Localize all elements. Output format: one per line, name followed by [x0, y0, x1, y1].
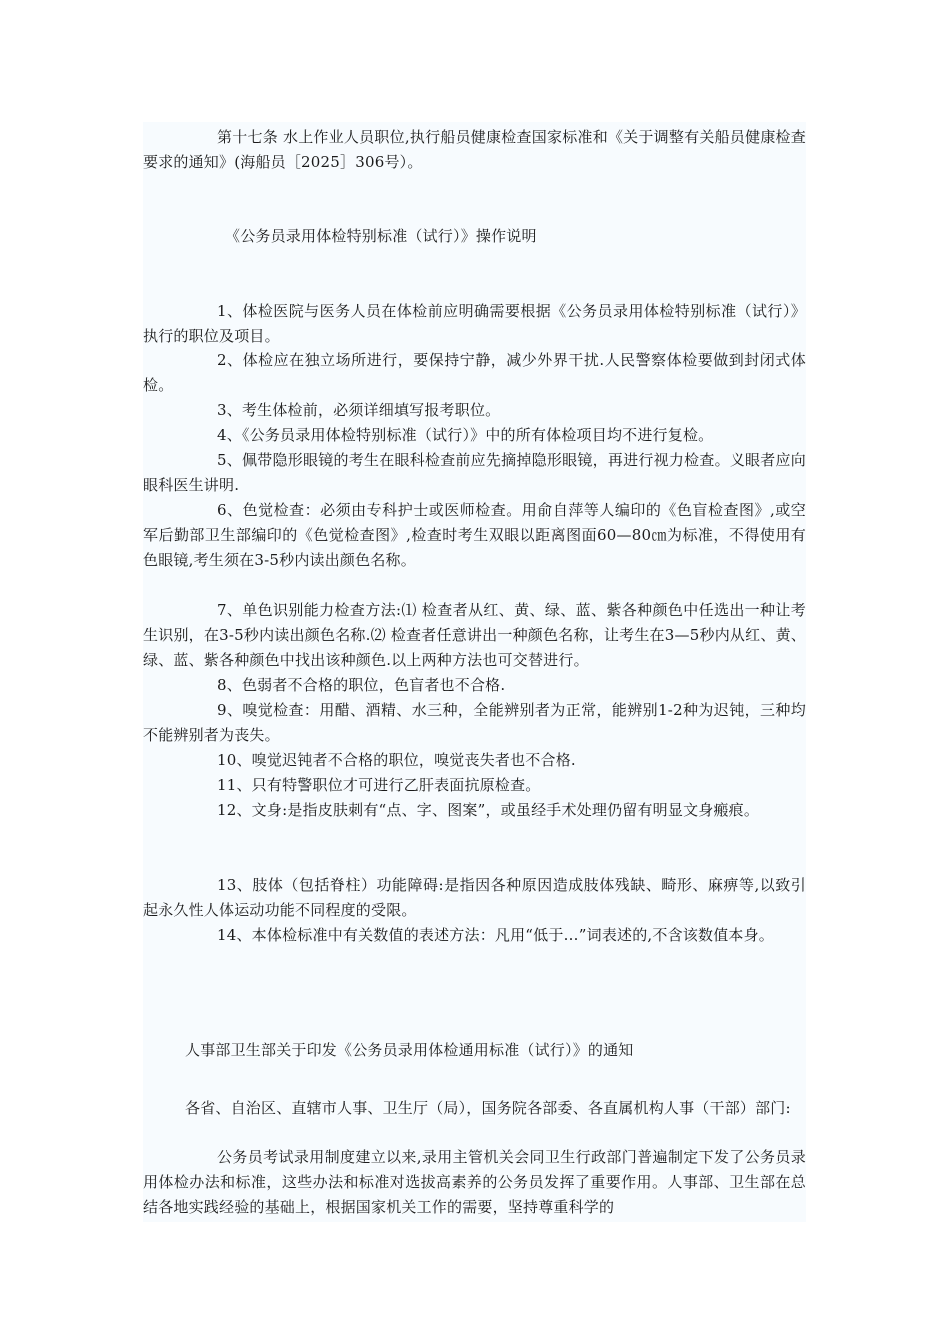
list-item-10: 10、嗅觉迟钝者不合格的职位，嗅觉丧失者也不合格.: [217, 751, 576, 769]
list-item-5: 5、佩带隐形眼镜的考生在眼科检查前应先摘掉隐形眼镜，再进行视力检查。义眼者应向眼科医生讲明.: [143, 451, 806, 494]
list-item-8: 8、色弱者不合格的职位，色盲者也不合格.: [217, 676, 506, 694]
list-item-7: 7、单色识别能力检查方法:⑴ 检查者从红、黄、绿、蓝、紫各种颜色中任选出一种让考生识别，在3-5秒内读出颜色名称.⑵ 检查者任意讲出一种颜色名称，让考生在3—5秒内从红、黄、绿、蓝、紫各种颜色中找出该种颜色.以上两种方法也可交替进行。: [143, 601, 806, 669]
list-item-11: 11、只有特警职位才可进行乙肝表面抗原检查。: [217, 776, 541, 794]
list-item-1: 1、体检医院与医务人员在体检前应明确需要根据《公务员录用体检特别标准（试行）》执行的职位及项目。: [143, 302, 806, 345]
list-item-14: 14、本体检标准中有关数值的表述方法：凡用“低于…”词表述的,不含该数值本身。: [217, 926, 774, 944]
article-17-paragraph: 第十七条 水上作业人员职位,执行船员健康检查国家标准和《关于调整有关船员健康检查要求的通知》(海船员［2025］306号）。: [143, 128, 806, 171]
instructions-title: 《公务员录用体检特别标准（试行）》操作说明: [225, 227, 537, 245]
list-item-6: 6、色觉检查：必须由专科护士或医师检查。用俞自萍等人编印的《色盲检查图》,或空军后勤部卫生部编印的《色觉检查图》,检查时考生双眼以距离图面60—80㎝为标准，不得使用有色眼镜,考生须在3-5秒内读出颜色名称。: [143, 501, 806, 569]
list-item-13: 13、肢体（包括脊柱）功能障碍:是指因各种原因造成肢体残缺、畸形、麻痹等,以致引起永久性人体运动功能不同程度的受限。: [143, 876, 806, 919]
document-page: [143, 122, 806, 1222]
addressee-paragraph: 各省、自治区、直辖市人事、卫生厅（局），国务院各部委、各直属机构人事（干部）部门:: [185, 1099, 791, 1117]
list-item-4: 4、《公务员录用体检特别标准（试行）》中的所有体检项目均不进行复检。: [217, 426, 714, 444]
notice-title: 人事部卫生部关于印发《公务员录用体检通用标准（试行）》的通知: [185, 1041, 634, 1059]
list-item-9: 9、嗅觉检查：用醋、酒精、水三种，全能辨别者为正常，能辨别1-2种为迟钝，三种均不能辨别者为丧失。: [143, 701, 806, 744]
body-paragraph: 公务员考试录用制度建立以来,录用主管机关会同卫生行政部门普遍制定下发了公务员录用体检办法和标准，这些办法和标准对选拔高素养的公务员发挥了重要作用。人事部、卫生部在总结各地实践经验的基础上，根据国家机关工作的需要，坚持尊重科学的: [143, 1148, 806, 1216]
list-item-12: 12、文身:是指皮肤刺有“点、字、图案”，或虽经手术处理仍留有明显文身瘢痕。: [217, 801, 760, 819]
list-item-3: 3、考生体检前，必须详细填写报考职位。: [217, 401, 501, 419]
list-item-2: 2、体检应在独立场所进行，要保持宁静，减少外界干扰.人民警察体检要做到封闭式体检。: [143, 351, 806, 394]
